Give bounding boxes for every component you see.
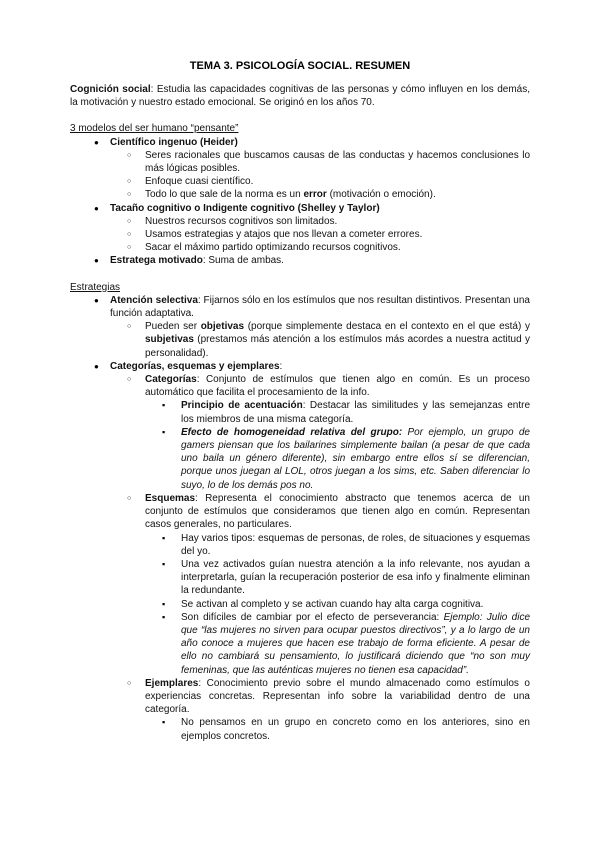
text-content xyxy=(181,599,483,610)
bullet-marker-icon: ▪ xyxy=(162,558,166,569)
text-segment: No pensamos en un grupo en concreto como en los anteriores, sino en ejemplos concretos. xyxy=(181,717,530,742)
document-title: TEMA 3. PSICOLOGÍA SOCIAL. RESUMEN xyxy=(189,60,411,72)
list-item-level-3 xyxy=(70,558,530,598)
text-segment: Seres racionales que buscamos causas de las conductas y hacemos conclusiones lo más lógicas posibles. xyxy=(145,149,530,175)
bullet-marker-icon: ▪ xyxy=(162,717,166,728)
text-segment: : Representa el conocimiento abstracto que tenemos acerca de un conjunto de estímulos que consideramos que tienen algo en común. Representan casos generales, no particulares. xyxy=(145,492,530,531)
text-content xyxy=(145,321,530,358)
bullet-marker-icon: ○ xyxy=(127,191,132,199)
text-segment: Por ejemplo, un grupo de gamers piensan que los bailarines simplemente bailan (a pesar de que cada uno baila un género diferente), sin embargo entre ellos sí se diferencian, porque unos juegan al LOL, otros juegan a los sims, etc. Saben diferenciar lo suyo, lo de los demás pos no. xyxy=(181,426,530,491)
text-segment: Cognición social xyxy=(70,84,151,95)
text-segment: error xyxy=(303,189,327,201)
text-content xyxy=(70,282,120,293)
text-content xyxy=(110,137,238,148)
text-segment: Todo lo que sale de la norma es un xyxy=(145,189,304,201)
list-item-level-2 xyxy=(70,320,530,360)
text-segment: : xyxy=(398,426,408,438)
text-segment: Ejemplo: Julio dice que “las mujeres no sirven para ocupar puestos directivos”, y a lo largo de un año conoce a mujeres que hacen ese trabajo de forma eficiente. A pesar de ello no cambiará su pensamiento, lo justificará diciendo que “no son muy femeninas, que las auténticas mujeres no tienen esa capacidad”. xyxy=(181,611,531,676)
list-item-level-1 xyxy=(70,294,530,320)
text-segment: : Destacar las similitudes y las semejanzas entre los miembros de una misma categoría. xyxy=(181,400,531,425)
text-segment: Categorías, esquemas y ejemplares xyxy=(110,360,280,372)
list-item-level-3 xyxy=(70,598,530,611)
text-segment: (motivación o emoción). xyxy=(326,189,436,201)
text-segment: Pueden ser xyxy=(145,321,201,333)
text-content xyxy=(145,176,253,187)
list-item-level-2 xyxy=(70,188,530,201)
list-item-level-2 xyxy=(70,373,530,399)
text-segment: Sacar el máximo partido optimizando recursos cognitivos. xyxy=(145,242,401,254)
text-content xyxy=(181,427,530,491)
list-item-level-2 xyxy=(70,492,530,532)
text-content xyxy=(145,189,436,200)
text-content xyxy=(145,493,530,530)
bullet-marker-icon: ○ xyxy=(127,231,132,239)
text-segment: Estratega motivado xyxy=(110,255,203,267)
list-item-level-2 xyxy=(70,175,530,188)
text-segment: Ejemplares xyxy=(145,677,199,689)
text-segment: Enfoque cuasi científico. xyxy=(145,176,254,188)
bullet-marker-icon: ○ xyxy=(127,494,132,502)
text-content xyxy=(181,717,530,741)
text-content xyxy=(110,255,284,266)
list-item-level-2 xyxy=(70,228,530,241)
bullet-marker-icon: ○ xyxy=(127,244,132,252)
text-segment: 3 modelos del ser humano “pensante” xyxy=(70,123,239,135)
text-segment: objetivas xyxy=(200,321,245,333)
text-content xyxy=(145,229,422,240)
text-segment: Hay varios tipos: esquemas de personas, de roles, de situaciones y esquemas del yo. xyxy=(181,532,530,557)
text-content xyxy=(181,400,530,424)
bullet-marker-icon: ○ xyxy=(127,323,132,331)
bullet-marker-icon: ▪ xyxy=(162,426,166,437)
text-content xyxy=(145,374,530,398)
list-item-level-2 xyxy=(70,677,530,717)
bullet-marker-icon: ● xyxy=(94,203,99,213)
bullet-marker-icon: ● xyxy=(94,137,99,147)
text-content xyxy=(145,150,530,174)
text-segment: Son difíciles de cambiar por el efecto de perseverancia: xyxy=(181,611,444,623)
bullet-marker-icon: ● xyxy=(94,361,99,371)
text-content xyxy=(110,361,282,372)
text-content xyxy=(70,84,530,108)
heading xyxy=(70,281,530,294)
bullet-marker-icon: ○ xyxy=(127,151,132,159)
bullet-marker-icon: ▪ xyxy=(162,598,166,609)
bullet-marker-icon: ▪ xyxy=(162,400,166,411)
list-item-level-3 xyxy=(70,426,530,492)
text-content xyxy=(145,242,401,253)
text-segment: Una vez activados guían nuestra atención a la info relevante, nos ayudan a interpretarla, guían la recuperación posterior de esa info y finalmente eliminan la redundante. xyxy=(181,558,530,597)
text-content xyxy=(181,612,530,676)
list-item-level-2 xyxy=(70,149,530,175)
text-segment: : xyxy=(279,360,283,372)
text-content xyxy=(110,203,380,214)
text-segment: : Estudia las capacidades cognitivas de las personas y cómo influyen en los demás, la motivación y nuestro estado emocional. Se originó en los años 70. xyxy=(70,84,530,109)
text-content xyxy=(110,295,530,319)
list-item-level-1 xyxy=(70,254,530,267)
heading xyxy=(70,122,530,135)
text-segment: Esquemas xyxy=(145,492,196,504)
text-segment: Nuestros recursos cognitivos son limitados. xyxy=(145,215,338,227)
bullet-marker-icon: ▪ xyxy=(162,532,166,543)
bullet-marker-icon: ▪ xyxy=(162,611,166,622)
bullet-marker-icon: ● xyxy=(94,256,99,266)
list-item-level-1 xyxy=(70,202,530,215)
list-item-level-1 xyxy=(70,360,530,373)
list-item-level-3 xyxy=(70,611,530,677)
document-body xyxy=(70,83,530,743)
text-segment: subjetivas xyxy=(145,334,194,346)
text-content xyxy=(70,123,238,134)
text-segment: Científico ingenuo (Heider) xyxy=(110,136,238,148)
text-content xyxy=(145,216,337,227)
list-item-level-3 xyxy=(70,716,530,742)
text-segment: Tacaño cognitivo o Indigente cognitivo (Shelley y Taylor) xyxy=(110,202,380,214)
paragraph xyxy=(70,83,530,109)
text-segment: : Suma de ambas. xyxy=(202,255,284,267)
text-segment: : Conocimiento previo sobre el mundo almacenado como estímulos o experiencias concretas. Representan info sobre la variabilidad dentro de una categoría. xyxy=(145,677,530,716)
text-content xyxy=(181,533,530,557)
text-segment: : Conjunto de estímulos que tienen algo en común. Es un proceso automático que facilita el procesamiento de la info. xyxy=(145,374,530,399)
text-segment: Principio de acentuación xyxy=(181,400,303,412)
text-content xyxy=(181,559,530,596)
text-segment: Categorías xyxy=(145,374,197,386)
list-item-level-3 xyxy=(70,399,530,425)
text-segment: (porque simplemente destaca en el contexto en el que está) y xyxy=(244,321,530,333)
list-item-level-2 xyxy=(70,241,530,254)
text-segment: Estrategias xyxy=(70,281,121,293)
text-segment: Se activan al completo y se activan cuando hay alta carga cognitiva. xyxy=(181,598,484,610)
text-content xyxy=(145,678,530,715)
list-item-level-1 xyxy=(70,136,530,149)
bullet-marker-icon: ○ xyxy=(127,217,132,225)
bullet-marker-icon: ○ xyxy=(127,376,132,384)
text-segment: Usamos estrategias y atajos que nos llevan a cometer errores. xyxy=(145,229,423,241)
bullet-marker-icon: ● xyxy=(94,295,99,305)
text-segment: Atención selectiva xyxy=(110,294,198,306)
list-item-level-3 xyxy=(70,532,530,558)
bullet-marker-icon: ○ xyxy=(127,178,132,186)
text-segment: : Fijarnos sólo en los estímulos que nos resultan distintivos. Presentan una función adaptativa. xyxy=(110,294,530,320)
text-segment: Efecto de homogeneidad relativa del grupo xyxy=(181,426,399,438)
text-segment: (prestamos más atención a los estímulos más acordes a nuestra actitud y personalidad). xyxy=(145,334,530,359)
list-item-level-2 xyxy=(70,215,530,228)
bullet-marker-icon: ○ xyxy=(127,679,132,687)
